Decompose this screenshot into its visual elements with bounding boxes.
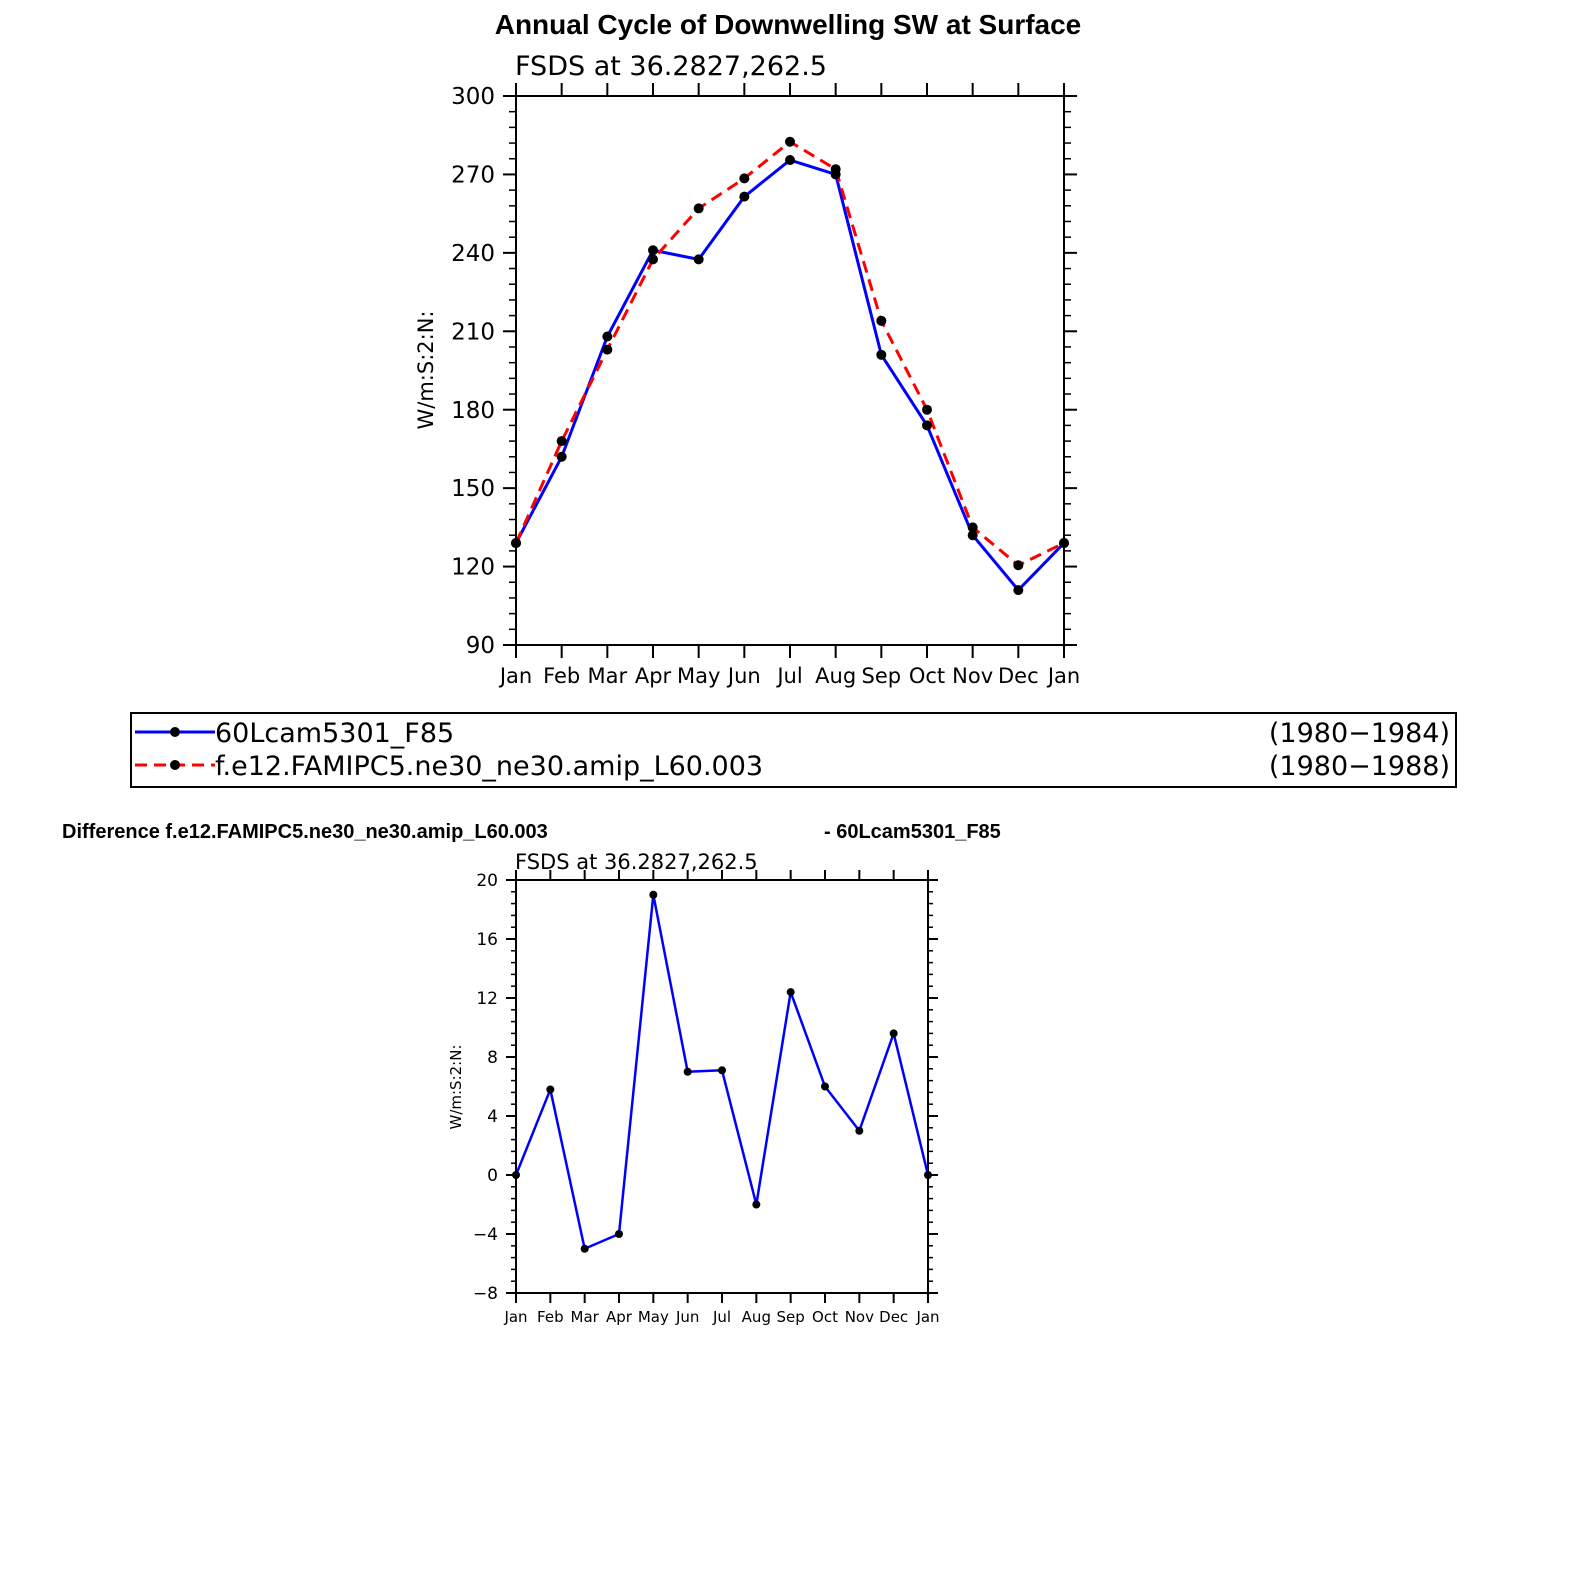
x-tick-label: May <box>637 1308 669 1326</box>
bottom-chart-subtitle: FSDS at 36.2827,262.5 <box>515 850 758 874</box>
data-point-series-1 <box>785 155 795 165</box>
y-tick-label: 150 <box>451 476 495 503</box>
plot-frame <box>516 880 928 1293</box>
data-point-series-1 <box>739 192 749 202</box>
x-tick-label: Jun <box>675 1308 700 1326</box>
legend <box>131 713 1456 787</box>
x-tick-label: Jul <box>712 1308 732 1326</box>
x-tick-label: Dec <box>879 1308 909 1326</box>
y-tick-label: 90 <box>465 633 495 660</box>
legend-entry-1 <box>135 718 1450 749</box>
bottom-chart-ylabel: W/m:S:2:N: <box>447 1044 465 1130</box>
y-tick-label: −4 <box>472 1224 498 1245</box>
data-point-series-1 <box>602 332 612 342</box>
legend-entry-2 <box>135 751 1450 782</box>
data-point-series-1 <box>890 1029 898 1037</box>
y-tick-label: 0 <box>487 1165 498 1186</box>
series-line-1 <box>516 160 1064 590</box>
x-tick-label: Feb <box>543 664 581 688</box>
x-tick-label: Mar <box>587 664 628 688</box>
x-tick-label: Sep <box>776 1308 805 1326</box>
x-tick-label: Aug <box>815 664 857 688</box>
x-tick-label: Jul <box>777 664 803 688</box>
y-tick-label: 180 <box>451 397 495 424</box>
data-point-series-2 <box>876 316 886 326</box>
x-tick-label: Apr <box>606 1308 632 1326</box>
data-point-series-2 <box>739 173 749 183</box>
data-point-series-1 <box>855 1127 863 1135</box>
y-tick-label: 240 <box>451 240 495 267</box>
top-chart-ylabel: W/m:S:2:N: <box>414 310 438 430</box>
diff-title-left: Difference f.e12.FAMIPC5.ne30_ne30.amip_L60.003 <box>62 821 548 843</box>
data-point-series-1 <box>924 1171 932 1179</box>
data-point-series-1 <box>648 245 658 255</box>
data-point-series-2 <box>785 137 795 147</box>
x-tick-label: Oct <box>812 1308 838 1326</box>
legend-label-1: 60Lcam5301_F85 <box>215 718 455 749</box>
x-tick-label: Sep <box>861 664 902 688</box>
data-point-series-1 <box>546 1085 554 1093</box>
x-tick-label: Oct <box>908 664 946 688</box>
data-point-series-2 <box>694 203 704 213</box>
data-point-series-2 <box>831 164 841 174</box>
y-tick-label: −8 <box>472 1283 498 1304</box>
data-point-series-1 <box>581 1245 589 1253</box>
y-tick-label: 20 <box>476 870 498 891</box>
y-tick-label: 12 <box>476 988 498 1009</box>
top-chart-subtitle: FSDS at 36.2827,262.5 <box>515 51 827 82</box>
y-tick-label: 16 <box>476 929 498 950</box>
y-tick-label: 120 <box>451 554 495 581</box>
data-point-series-1 <box>821 1083 829 1091</box>
y-tick-label: 300 <box>451 84 495 111</box>
annual-cycle-chart <box>414 51 1080 688</box>
data-point-series-1 <box>1013 585 1023 595</box>
data-point-series-1 <box>684 1068 692 1076</box>
data-point-series-1 <box>557 452 567 462</box>
data-point-series-2 <box>922 405 932 415</box>
data-point-series-2 <box>1059 538 1069 548</box>
data-point-series-2 <box>557 436 567 446</box>
figure-title: Annual Cycle of Downwelling SW at Surface <box>494 9 1082 40</box>
data-point-series-1 <box>718 1066 726 1074</box>
x-tick-label: Jan <box>916 1308 940 1326</box>
x-tick-label: May <box>676 664 721 688</box>
x-tick-label: Aug <box>741 1308 771 1326</box>
data-point-series-1 <box>615 1230 623 1238</box>
x-tick-label: Jun <box>727 664 761 688</box>
x-tick-label: Mar <box>570 1308 599 1326</box>
data-point-series-2 <box>511 538 521 548</box>
diff-title-right: - 60Lcam5301_F85 <box>824 821 1001 843</box>
legend-marker-1 <box>170 727 180 737</box>
y-tick-label: 8 <box>487 1047 498 1068</box>
x-tick-label: Feb <box>537 1308 564 1326</box>
difference-chart <box>447 850 940 1326</box>
data-point-series-1 <box>512 1171 520 1179</box>
x-tick-label: Nov <box>952 664 994 688</box>
series-line-2 <box>516 142 1064 566</box>
data-point-series-2 <box>968 522 978 532</box>
data-point-series-1 <box>876 350 886 360</box>
legend-years-2: (1980−1988) <box>1268 751 1450 782</box>
data-point-series-1 <box>649 891 657 899</box>
x-tick-label: Jan <box>1047 664 1081 688</box>
legend-marker-2 <box>170 760 180 770</box>
data-point-series-1 <box>922 420 932 430</box>
data-point-series-1 <box>752 1201 760 1209</box>
legend-years-1: (1980−1984) <box>1268 718 1450 749</box>
data-point-series-1 <box>787 988 795 996</box>
x-tick-label: Apr <box>634 664 672 688</box>
y-tick-label: 270 <box>451 162 495 189</box>
data-point-series-2 <box>602 345 612 355</box>
data-point-series-1 <box>694 254 704 264</box>
x-tick-label: Jan <box>499 664 533 688</box>
x-tick-label: Dec <box>998 664 1039 688</box>
y-tick-label: 210 <box>451 319 495 346</box>
data-point-series-2 <box>1013 560 1023 570</box>
legend-label-2: f.e12.FAMIPC5.ne30_ne30.amip_L60.003 <box>215 751 764 782</box>
x-tick-label: Jan <box>504 1308 528 1326</box>
y-tick-label: 4 <box>487 1106 498 1127</box>
x-tick-label: Nov <box>844 1308 874 1326</box>
data-point-series-2 <box>648 254 658 264</box>
